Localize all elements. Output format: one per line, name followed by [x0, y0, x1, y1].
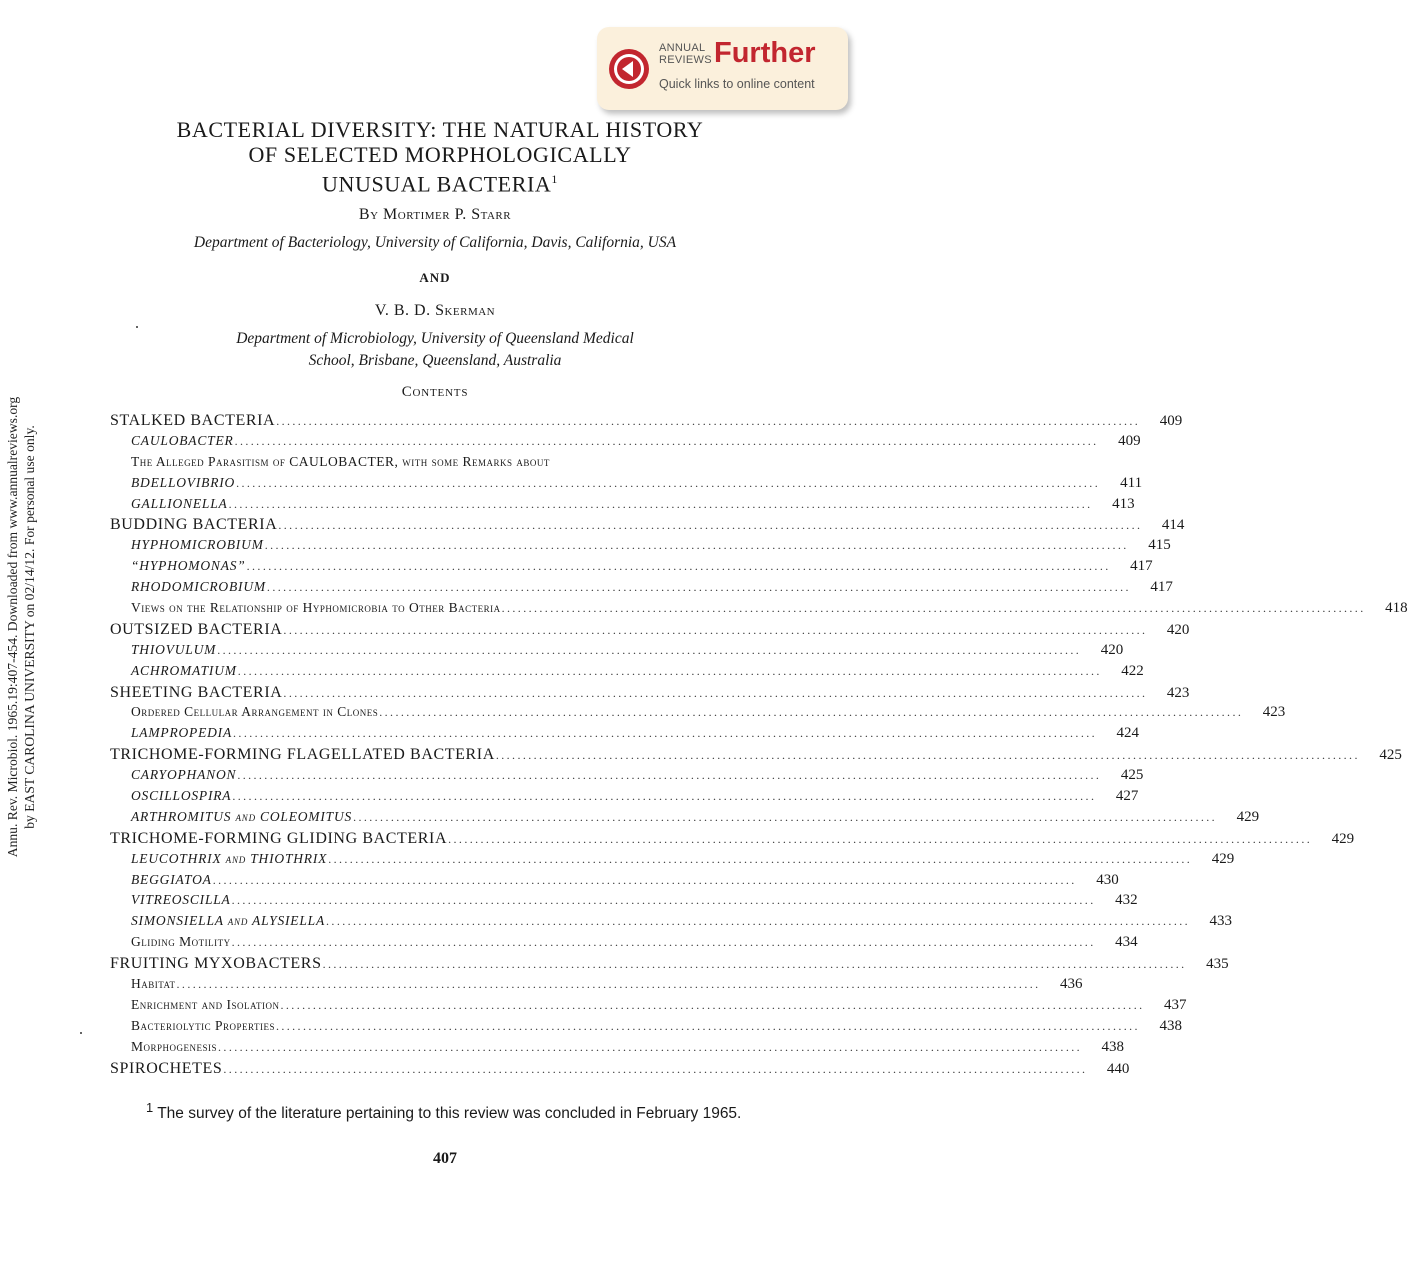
toc-page-number: 436: [1060, 976, 1083, 993]
toc-leader-dots: ................................................................................................................................................................: [379, 705, 1244, 720]
toc-page-number: 424: [1116, 725, 1140, 742]
title-line3: UNUSUAL BACTERIA$^1$: [321, 171, 558, 197]
toc-entry-label: SPIROCHETES: [110, 1059, 223, 1077]
toc-row: [110, 976, 1083, 997]
author-starr: By Mortimer P. Starr: [358, 206, 512, 223]
toc-leader-dots: ................................................................................................................................................................: [278, 518, 1143, 533]
toc-row: [110, 495, 1135, 517]
toc-entry-label: Morphogenesis: [131, 1038, 218, 1054]
page-number: 407: [433, 1150, 457, 1167]
toc-leader-dots: ................................................................................................................................................................: [283, 622, 1148, 637]
toc-leader-dots: ................................................................................................................................................................: [237, 768, 1102, 783]
toc-leader-dots: ................................................................................................................................................................: [328, 851, 1193, 866]
further-label: Further: [714, 37, 816, 69]
toc-row: [110, 996, 1187, 1018]
footnote-text: The survey of the literature pertaining to this review was concluded in February 1965.: [157, 1105, 742, 1123]
scan-speck: [80, 1032, 82, 1034]
toc-leader-dots: ................................................................................................................................................................: [212, 872, 1077, 887]
toc-leader-dots: ................................................................................................................................................................: [233, 726, 1098, 741]
author-skerman: V. B. D. Skerman: [374, 302, 496, 319]
toc-row: [110, 808, 1260, 830]
toc-entry-label: GALLIONELLA: [131, 495, 228, 511]
toc-entry-label: BEGGIATOA: [131, 871, 212, 887]
toc-row: [110, 600, 1408, 621]
toc-row: [110, 579, 1173, 600]
toc-entry-label: LEUCOTHRIX and THIOTHRIX: [131, 850, 328, 866]
toc-leader-dots: ................................................................................................................................................................: [280, 997, 1145, 1012]
toc-row: [110, 955, 1229, 976]
affiliation-skerman: Department of Microbiology, University of Queensland Medical School, Brisbane, Queensland, Australia: [236, 330, 634, 369]
further-badge[interactable]: [597, 27, 848, 110]
toc-page-number: 423: [1166, 684, 1190, 701]
toc-page-number: 423: [1262, 704, 1286, 721]
toc-row: [110, 704, 1286, 725]
download-notice-line2: by EAST CAROLINA UNIVERSITY on 02/14/12. For personal use only.: [22, 425, 37, 829]
toc-row: [110, 725, 1140, 746]
toc-entry-label: BUDDING BACTERIA: [110, 516, 278, 534]
toc-leader-dots: ................................................................................................................................................................: [231, 893, 1096, 908]
toc-page-number: 429: [1236, 808, 1260, 825]
toc-entry-label: “HYPHOMONAS”: [131, 558, 246, 574]
toc-row: [110, 1038, 1125, 1060]
toc-row: [110, 913, 1233, 934]
toc-page-number: 434: [1115, 934, 1138, 951]
toc-row: [110, 558, 1153, 579]
affiliation-starr: Department of Bacteriology, University of California, Davis, California, USA: [193, 234, 677, 251]
toc-row: [110, 788, 1139, 809]
and-separator: AND: [419, 270, 451, 285]
toc-leader-dots: ................................................................................................................................................................: [237, 663, 1102, 678]
toc-entry-label: Views on the Relationship of Hyphomicrobia to Other Bacteria: [131, 600, 501, 616]
toc-row: [110, 850, 1235, 872]
toc-entry-label: SIMONSIELLA and ALYSIELLA: [131, 913, 326, 929]
toc-leader-dots: ................................................................................................................................................................: [322, 957, 1187, 972]
toc-page-number: 417: [1130, 558, 1153, 575]
scan-speck: [136, 326, 138, 328]
toc-page-number: 440: [1106, 1060, 1130, 1077]
toc-entry-label: Habitat: [131, 976, 176, 992]
further-subtitle: Quick links to online content: [659, 77, 815, 91]
toc-leader-dots: ................................................................................................................................................................: [495, 748, 1360, 763]
toc-row: [110, 1017, 1182, 1039]
toc-entry-label: SHEETING BACTERIA: [110, 683, 283, 701]
toc-leader-dots: ................................................................................................................................................................: [264, 538, 1129, 553]
footnote-number: 1: [146, 1100, 154, 1115]
toc-leader-dots: ................................................................................................................................................................: [176, 977, 1041, 992]
toc-page-number: 420: [1166, 621, 1190, 638]
toc-leader-dots: ................................................................................................................................................................: [326, 914, 1191, 929]
toc-row: [110, 454, 770, 475]
toc-entry-label: Enrichment and Isolation: [131, 996, 280, 1012]
table-of-contents: [110, 412, 1408, 1081]
toc-row: [110, 412, 1183, 433]
toc-page-number: 415: [1148, 537, 1171, 554]
article-title: [100, 117, 780, 196]
footnote: [120, 1097, 770, 1125]
toc-page-number: 425: [1379, 747, 1402, 764]
toc-row: [110, 620, 1190, 642]
toc-page-number: 429: [1211, 850, 1235, 867]
toc-leader-dots: ................................................................................................................................................................: [283, 685, 1148, 700]
toc-page-number: 413: [1112, 495, 1135, 512]
toc-leader-dots: ................................................................................................................................................................: [501, 601, 1366, 616]
toc-entry-label: BDELLOVIBRIO: [131, 474, 236, 490]
toc-row: [110, 474, 1143, 496]
toc-entry-label: ARTHROMITUS and COLEOMITUS: [131, 808, 353, 824]
toc-leader-dots: ................................................................................................................................................................: [448, 831, 1313, 846]
toc-page-number: 420: [1100, 641, 1124, 658]
download-notice-line1: Annu. Rev. Microbiol. 1965.19:407-454. Downloaded from www.annualreviews.org: [5, 396, 20, 858]
toc-row: [110, 537, 1171, 558]
toc-leader-dots: ................................................................................................................................................................: [266, 580, 1131, 595]
toc-entry-label: Bacteriolytic Properties: [131, 1017, 275, 1033]
toc-leader-dots: ................................................................................................................................................................: [228, 496, 1093, 511]
toc-leader-dots: ................................................................................................................................................................: [234, 433, 1099, 448]
toc-entry-label: LAMPROPEDIA: [131, 725, 233, 741]
toc-page-number: 425: [1120, 767, 1144, 784]
toc-page-number: 414: [1161, 517, 1185, 534]
toc-leader-dots: ................................................................................................................................................................: [236, 475, 1101, 490]
toc-entry-label: VITREOSCILLA: [131, 892, 231, 908]
toc-row: [110, 516, 1185, 537]
toc-leader-dots: ................................................................................................................................................................: [276, 414, 1141, 428]
toc-row: [110, 934, 1138, 955]
toc-leader-dots: ................................................................................................................................................................: [275, 1018, 1140, 1033]
footnote-mark: 1: [551, 172, 558, 186]
toc-page-number: 438: [1101, 1038, 1125, 1055]
toc-entry-label: FRUITING MYXOBACTERS: [110, 955, 322, 973]
annual-reviews-logo-text: ANNUAL REVIEWS: [659, 42, 712, 66]
toc-entry-label: TRICHOME-FORMING GLIDING BACTERIA: [110, 829, 448, 847]
toc-row: [110, 1059, 1130, 1081]
toc-row: [110, 871, 1119, 893]
toc-row: [110, 892, 1138, 913]
toc-page-number: 437: [1164, 996, 1187, 1013]
toc-page-number: 438: [1159, 1017, 1182, 1034]
toc-row: [110, 767, 1144, 788]
toc-entry-label: TRICHOME-FORMING FLAGELLATED BACTERIA: [110, 746, 495, 764]
toc-leader-dots: ................................................................................................................................................................: [218, 1039, 1083, 1054]
download-notice: [4, 332, 38, 922]
toc-entry-label: Ordered Cellular Arrangement in Clones: [131, 704, 379, 720]
back-arrow-icon: [609, 49, 649, 89]
toc-entry-label: CARYOPHANON: [131, 767, 237, 783]
toc-page-number: 411: [1120, 474, 1143, 491]
toc-page-number: 435: [1206, 956, 1229, 973]
toc-leader-dots: ................................................................................................................................................................: [217, 642, 1082, 657]
toc-page-number: 418: [1385, 600, 1408, 617]
toc-row: [110, 829, 1355, 851]
toc-entry-label: STALKED BACTERIA: [110, 412, 276, 429]
toc-page-number: 427: [1115, 788, 1139, 805]
toc-leader-dots: ................................................................................................................................................................: [231, 935, 1096, 950]
toc-leader-dots: ................................................................................................................................................................: [353, 809, 1218, 824]
toc-row: [110, 641, 1124, 663]
contents-heading: Contents: [401, 384, 469, 400]
toc-entry-label: Gliding Motility: [131, 934, 231, 950]
toc-leader-dots: ................................................................................................................................................................: [223, 1061, 1088, 1076]
toc-entry-label: HYPHOMICROBIUM: [131, 537, 264, 553]
toc-page-number: 422: [1121, 662, 1144, 679]
toc-page-number: 409: [1118, 432, 1141, 449]
toc-page-number: 433: [1209, 913, 1233, 930]
toc-entry-label: OUTSIZED BACTERIA: [110, 620, 283, 638]
toc-entry-label: CAULOBACTER: [131, 432, 234, 448]
toc-entry-label: OSCILLOSPIRA: [131, 788, 232, 804]
toc-leader-dots: ................................................................................................................................................................: [232, 789, 1097, 804]
toc-entry-label: RHODOMICROBIUM: [131, 579, 266, 595]
toc-row: [110, 746, 1402, 767]
toc-page-number: 417: [1150, 579, 1173, 596]
toc-page-number: 430: [1096, 871, 1119, 888]
toc-row: [110, 662, 1144, 684]
toc-row: [110, 432, 1141, 454]
toc-page-number: 409: [1159, 413, 1183, 429]
toc-entry-label: The Alleged Parasitism of CAULOBACTER, with some Remarks about: [131, 453, 550, 469]
toc-entry-label: ACHROMATIUM: [131, 662, 237, 678]
toc-leader-dots: ................................................................................................................................................................: [246, 559, 1111, 574]
toc-page-number: 429: [1331, 830, 1355, 847]
title-line2: OF SELECTED MORPHOLOGICALLY: [248, 142, 632, 167]
toc-row: [110, 683, 1190, 705]
toc-entry-label: THIOVULUM: [131, 641, 217, 657]
title-line1: BACTERIAL DIVERSITY: THE NATURAL HISTORY: [176, 117, 704, 142]
toc-page-number: 432: [1115, 892, 1138, 909]
